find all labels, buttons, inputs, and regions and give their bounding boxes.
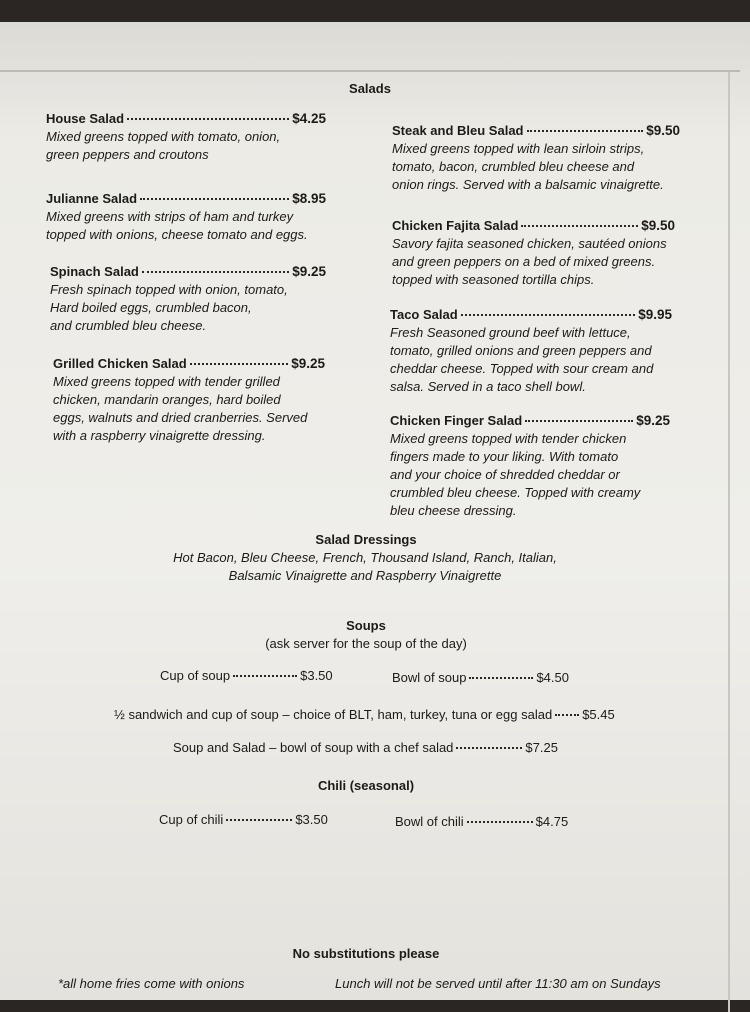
item-name: Chicken Finger Salad	[390, 413, 523, 428]
item-desc: onion rings. Served with a balsamic vinaigrette.	[392, 177, 664, 192]
menu-item-chicken-finger-salad	[390, 412, 670, 520]
item-price: $9.25	[636, 413, 670, 428]
item-price: $4.50	[536, 670, 569, 685]
soups-subtitle: (ask server for the soup of the day)	[265, 636, 467, 651]
menu-item-cup-of-soup	[160, 668, 333, 683]
item-desc: green peppers and croutons	[46, 147, 209, 162]
item-desc: tomato, bacon, crumbled bleu cheese and	[392, 159, 635, 174]
menu-item-cup-of-chili	[159, 812, 328, 827]
item-name: Cup of chili	[159, 812, 224, 827]
item-desc: Mixed greens with strips of ham and turkey	[46, 209, 294, 224]
item-desc: with a raspberry vinaigrette dressing.	[53, 428, 266, 443]
item-desc: eggs, walnuts and dried cranberries. Served	[53, 410, 308, 425]
menu-item-chicken-fajita-salad	[392, 217, 675, 289]
menu-item-spinach-salad	[50, 263, 326, 335]
salads-title: Salads	[349, 81, 391, 96]
item-price: $9.95	[638, 307, 672, 322]
item-name: ½ sandwich and cup of soup – choice of BLT, ham, turkey, tuna or egg salad	[114, 707, 553, 722]
item-price: $9.25	[292, 264, 326, 279]
item-desc: Hard boiled eggs, crumbled bacon,	[50, 300, 252, 315]
item-price: $4.75	[535, 814, 569, 829]
dressings-list-line-2: Balsamic Vinaigrette and Raspberry Vinaigrette	[228, 568, 502, 583]
item-desc: salsa. Served in a taco shell bowl.	[390, 379, 586, 394]
item-name: Taco Salad	[390, 307, 458, 322]
item-desc: Mixed greens topped with tender chicken	[390, 431, 627, 446]
menu-item-steak-bleu-salad	[392, 122, 680, 194]
menu-item-grilled-chicken-salad	[53, 355, 325, 445]
item-price: $3.50	[300, 668, 333, 683]
item-desc: Fresh Seasoned ground beef with lettuce,	[390, 325, 631, 340]
item-price: $4.25	[292, 111, 326, 126]
item-name: Cup of soup	[160, 668, 231, 683]
item-name: Bowl of chili	[395, 814, 464, 829]
menu-item-bowl-of-soup	[392, 670, 569, 685]
menu-item-bowl-of-chili	[395, 814, 568, 829]
item-desc: topped with seasoned tortilla chips.	[392, 272, 595, 287]
item-desc: Mixed greens topped with tomato, onion,	[46, 129, 281, 144]
item-name: Spinach Salad	[50, 264, 139, 279]
page-top-edge	[0, 70, 740, 72]
item-name: House Salad	[46, 111, 125, 126]
no-substitutions-note: No substitutions please	[292, 946, 440, 961]
item-desc: fingers made to your liking. With tomato	[390, 449, 619, 464]
item-price: $7.25	[525, 740, 558, 755]
item-desc: crumbled bleu cheese. Topped with creamy	[390, 485, 641, 500]
item-name: Chicken Fajita Salad	[392, 218, 519, 233]
item-price: $5.45	[582, 707, 615, 722]
item-desc: and crumbled bleu cheese.	[50, 318, 207, 333]
item-desc: tomato, grilled onions and green peppers and	[390, 343, 652, 358]
item-desc: bleu cheese dressing.	[390, 503, 517, 518]
item-desc: Fresh spinach topped with onion, tomato,	[50, 282, 288, 297]
item-price: $3.50	[295, 812, 328, 827]
home-fries-note: *all home fries come with onions	[58, 976, 245, 991]
dressings-title: Salad Dressings	[315, 532, 417, 547]
item-name: Bowl of soup	[392, 670, 467, 685]
item-desc: Mixed greens topped with lean sirloin strips,	[392, 141, 645, 156]
item-price: $9.25	[291, 356, 325, 371]
menu-item-soup-and-salad	[173, 740, 558, 755]
sunday-lunch-note: Lunch will not be served until after 11:30 am on Sundays	[335, 976, 661, 991]
item-name: Grilled Chicken Salad	[53, 356, 187, 371]
item-price: $9.50	[646, 123, 680, 138]
page-right-border	[728, 72, 730, 1012]
menu-item-house-salad	[46, 110, 326, 164]
item-desc: Mixed greens topped with tender grilled	[53, 374, 280, 389]
item-desc: topped with onions, cheese tomato and eggs.	[46, 227, 308, 242]
menu-item-julianne-salad	[46, 190, 326, 244]
item-name: Soup and Salad – bowl of soup with a chef salad	[173, 740, 454, 755]
item-price: $9.50	[641, 218, 675, 233]
item-desc: and your choice of shredded cheddar or	[390, 467, 620, 482]
item-desc: chicken, mandarin oranges, hard boiled	[53, 392, 281, 407]
menu-item-taco-salad	[390, 306, 672, 396]
item-desc: cheddar cheese. Topped with sour cream and	[390, 361, 654, 376]
chili-title: Chili (seasonal)	[317, 778, 415, 793]
item-name: Steak and Bleu Salad	[392, 123, 524, 138]
dressings-list-line-1: Hot Bacon, Bleu Cheese, French, Thousand Island, Ranch, Italian,	[173, 550, 557, 565]
item-desc: and green peppers on a bed of mixed greens.	[392, 254, 656, 269]
soups-title: Soups	[346, 618, 386, 633]
menu-item-half-sandwich-soup	[114, 707, 615, 722]
item-name: Julianne Salad	[46, 191, 138, 206]
item-desc: Savory fajita seasoned chicken, sautéed onions	[392, 236, 667, 251]
item-price: $8.95	[292, 191, 326, 206]
